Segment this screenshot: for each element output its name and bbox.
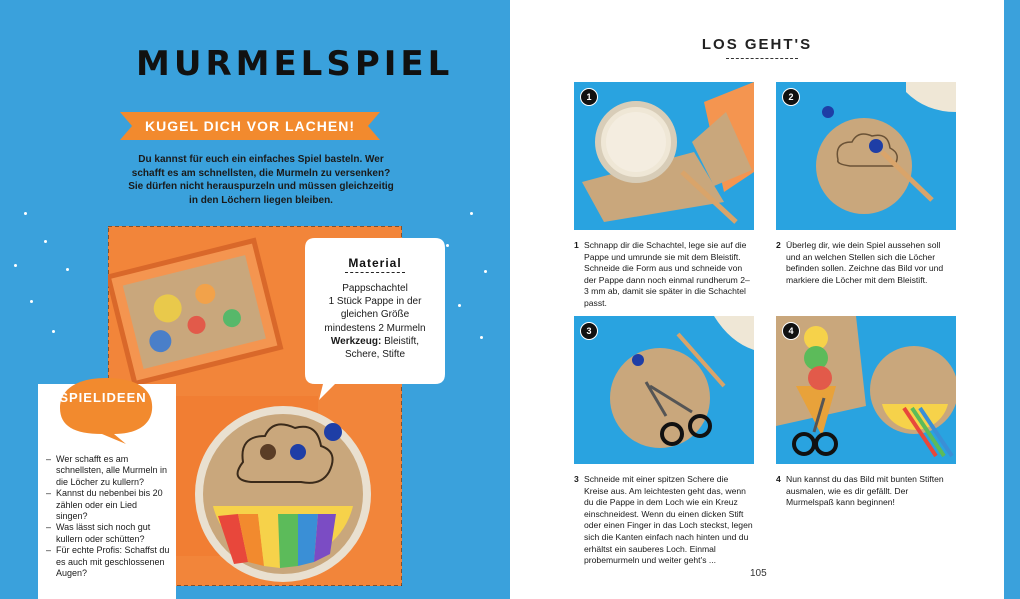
step-3-description: Schneide mit einer spitzen Schere die Kreise aus. Am leichtesten geht das, wenn du die Pappe in dem Loch wie ein Kreuz einschneidest. Wenn du einen dicken Stift oder einen Finger in das Loch steckst, legen sich die Kanten einfach nach hinten und du erhältst ein sauberes Loch. Einmal probemurmeln und weiter geht's ...	[584, 474, 753, 566]
step-3-photo	[574, 316, 754, 464]
confetti-dot	[52, 330, 55, 333]
step-4-photo	[776, 316, 956, 464]
step-1-number-badge: 1	[580, 88, 598, 106]
werkzeug-label: Werkzeug:	[330, 335, 382, 347]
step-3-number-badge: 3	[580, 322, 598, 340]
step-1-photo	[574, 82, 754, 230]
confetti-dot	[480, 336, 483, 339]
confetti-dot	[458, 304, 461, 307]
material-item: 1 Stück Pappe in der	[328, 296, 422, 308]
werkzeug-rest: Schere, Stifte	[344, 349, 406, 361]
material-title: Material	[348, 256, 402, 270]
list-item: – Kannst du nebenbei bis 20 zählen oder ein Lied singen?	[44, 488, 170, 522]
steps-heading-underline	[726, 58, 798, 59]
step-4-number: 4	[776, 474, 781, 484]
material-item: Pappschachtel	[342, 283, 408, 294]
spielideen-badge-icon	[56, 372, 156, 446]
confetti-dot	[30, 300, 33, 303]
confetti-dot	[470, 212, 473, 215]
spielideen-list	[44, 454, 170, 579]
step-2-photo	[776, 82, 956, 230]
confetti-dot	[484, 270, 487, 273]
werkzeug-line	[313, 335, 437, 348]
step-4-number-badge: 4	[782, 322, 800, 340]
step-2-text	[776, 240, 956, 286]
werkzeug-first: Bleistift,	[384, 335, 420, 347]
step-3-text	[574, 474, 754, 567]
steps-heading: LOS GEHT'S	[701, 36, 813, 53]
page-number: 105	[750, 568, 767, 579]
confetti-dot	[446, 244, 449, 247]
step-2-description: Überleg dir, wie dein Spiel aussehen soll und an welchen Stellen sich die Löcher befinden sollen. Zeichne das Bild vor und markiere die Löcher mit dem Bleistift.	[786, 240, 944, 285]
step-4-text	[776, 474, 956, 509]
material-item: mindestens 2 Murmeln	[324, 322, 426, 334]
confetti-dot	[66, 268, 69, 271]
intro-text: Du kannst für euch ein einfaches Spiel basteln. Wer schafft es am schnellsten, die Murmeln zu versenken? Sie dürfen nicht herauspurzeln und müssen gleichzeitig in den Löchern liegen bleiben.	[128, 154, 394, 206]
step-4-description: Nun kannst du das Bild mit bunten Stiften ausmalen, wie es dir gefällt. Der Murmelspaß kann beginnen!	[786, 474, 944, 508]
list-item: – Für echte Profis: Schaffst du es auch mit geschlossenen Augen?	[44, 545, 170, 579]
material-item: gleichen Größe	[340, 309, 410, 321]
confetti-dot	[24, 212, 27, 215]
ribbon-subtitle: KUGEL DICH VOR LACHEN!	[145, 118, 355, 134]
step-2-number-badge: 2	[782, 88, 800, 106]
list-item: – Was lässt sich noch gut kullern oder schütten?	[44, 522, 170, 545]
page-title: MURMELSPIEL	[136, 44, 454, 84]
step-3-number: 3	[574, 474, 579, 484]
material-list	[313, 282, 437, 361]
step-2-number: 2	[776, 240, 781, 250]
right-edge-strip	[1004, 0, 1020, 599]
step-1-description: Schnapp dir die Schachtel, lege sie auf die Pappe und umrunde sie mit dem Bleistift. Schneide die Form aus und schneide von der Pappe dann noch einmal rundherum 2–3 mm ab, damit sie später in die Schachtel passt.	[584, 240, 750, 308]
right-page	[510, 0, 1004, 599]
spielideen-title: SPIELIDEEN	[59, 390, 147, 405]
confetti-dot	[44, 240, 47, 243]
step-1-text	[574, 240, 754, 310]
step-1-number: 1	[574, 240, 579, 250]
material-underline	[345, 272, 405, 273]
confetti-dot	[14, 264, 17, 267]
list-item: – Wer schafft es am schnellsten, alle Murmeln in die Löcher zu kullern?	[44, 454, 170, 488]
